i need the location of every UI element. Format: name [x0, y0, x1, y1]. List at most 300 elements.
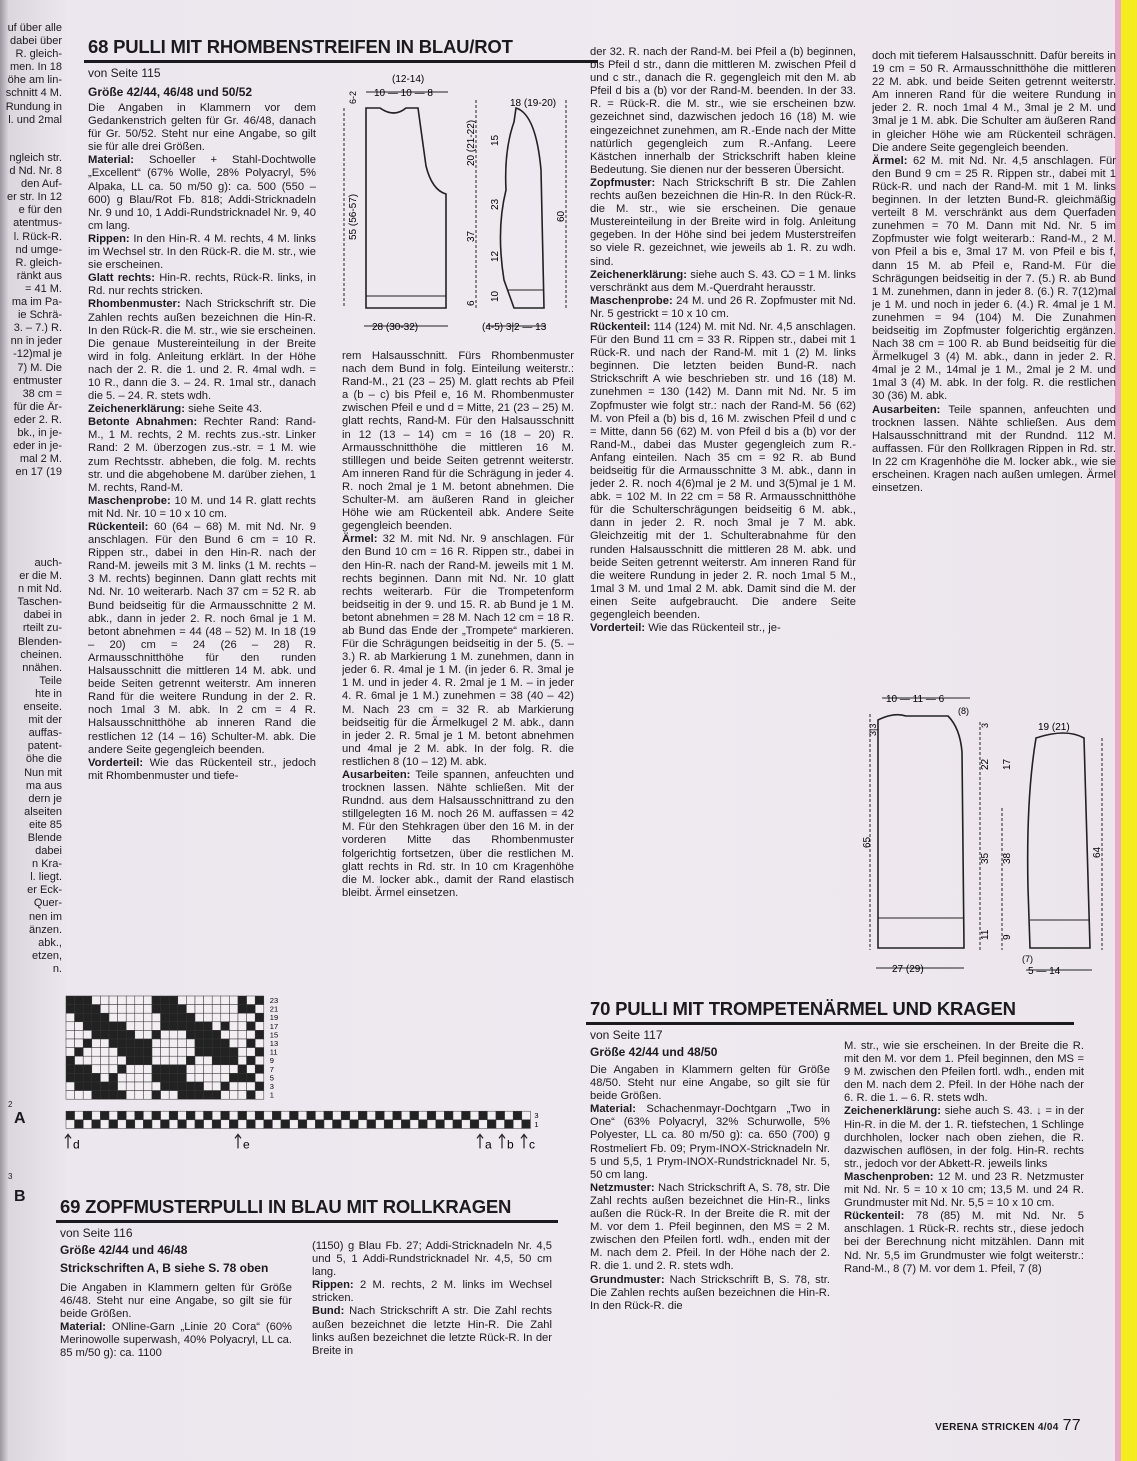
chart-cell — [238, 1048, 247, 1057]
paragraph — [590, 295, 856, 321]
fragment-line: 3. – 7.) R. — [13, 322, 62, 335]
chart-cell — [229, 1013, 238, 1022]
paragraph — [590, 1064, 830, 1103]
fragment-line: abk., — [38, 936, 62, 949]
chart-cell — [143, 1056, 152, 1065]
paragraph-heading: Ausarbeiten: — [342, 769, 411, 781]
chart-cell — [229, 1065, 238, 1074]
chart-row-label: 9 — [269, 1056, 274, 1066]
chart-rib-cell — [333, 1120, 342, 1129]
fragment-line: auffas- — [28, 727, 62, 740]
paragraph — [590, 1182, 830, 1274]
fragment-line: öhe am lin- — [7, 74, 62, 87]
sch68-top-dims: (12-14) — [392, 74, 425, 85]
fragment-line: öhe die — [25, 753, 62, 766]
paragraph — [88, 233, 316, 272]
chart-rib-label: 1 — [534, 1119, 539, 1129]
chart-rib-cell — [186, 1111, 195, 1120]
chart-cell — [169, 1048, 178, 1057]
chart-cell — [238, 1005, 247, 1014]
chart-cell — [66, 1056, 75, 1065]
sch69-top-sub: (8) — [958, 706, 969, 716]
chart-cell — [83, 1065, 92, 1074]
chart-cell — [83, 1013, 92, 1022]
chart-cell — [186, 1013, 195, 1022]
schematic-68 — [336, 70, 576, 342]
paragraph-text: Wie das Rückenteil str., je- — [645, 622, 781, 635]
chart-rib-cell — [247, 1120, 256, 1129]
chart-cell — [161, 1082, 170, 1091]
chart-cell — [204, 1005, 213, 1014]
chart-rib-cell — [109, 1120, 118, 1129]
chart-cell — [247, 1005, 256, 1014]
sch69-v-arm2: 17 — [1002, 758, 1013, 770]
chart-rib-cell — [238, 1120, 247, 1129]
chart-cell — [118, 1030, 127, 1039]
chart-cell — [238, 1013, 247, 1022]
paragraph-text: siehe auch S. 43. Ѡ = 1 M. links verschränkt aus dem M.-Querdraht herausstr. — [590, 268, 856, 294]
chart-arrow-e — [235, 1134, 250, 1151]
chart-cell — [143, 1073, 152, 1082]
chart-cell — [178, 1048, 187, 1057]
chart-cell — [195, 1013, 204, 1022]
fragment-line: Blende — [27, 831, 62, 844]
chart-rib-cell — [324, 1111, 333, 1120]
chart-arrow-label: c — [529, 1137, 535, 1152]
paragraph — [312, 1279, 552, 1305]
chart-cell — [126, 1022, 135, 1031]
chart-cell — [100, 1039, 109, 1048]
sch69-v-shoulder: 3|3 — [868, 723, 878, 736]
chart-cell — [195, 996, 204, 1005]
chart-cell — [178, 1056, 187, 1065]
chart-cell — [221, 1048, 230, 1057]
chart-cell — [169, 1039, 178, 1048]
sch69-sleeve-bottom-sub: (7) — [1022, 954, 1033, 964]
chart-rib-cell — [376, 1111, 385, 1120]
paragraph-heading: Maschenprobe: — [88, 494, 171, 507]
chart-cell — [66, 1013, 75, 1022]
chart-cell — [169, 1022, 178, 1031]
chart-cell — [212, 1056, 221, 1065]
chart-rib-cell — [333, 1111, 342, 1120]
chart-cell — [238, 1082, 247, 1091]
fragment-line: er str. In 12 — [6, 191, 62, 204]
chart-rib-cell — [135, 1111, 144, 1120]
chart-cell — [212, 1022, 221, 1031]
paragraph-heading: Rückenteil: — [844, 1210, 905, 1223]
section-70-col-1 — [590, 1064, 830, 1398]
paragraph-heading: Ärmel: — [872, 154, 908, 167]
paragraph — [872, 404, 1116, 496]
paragraph-text: Nach Strickschrift B, S. 78, str. Die Zahlen rechts außen bezeichnen die Hin-R. In den Rück-R. die — [590, 1273, 830, 1312]
chart-cell — [204, 1073, 213, 1082]
chart-rib-cell — [307, 1111, 316, 1120]
paragraph — [312, 1240, 552, 1279]
chart-cell — [143, 1048, 152, 1057]
fragment-line: er Eck- — [27, 884, 62, 897]
chart-cell — [169, 1091, 178, 1100]
chart-rib-cell — [298, 1111, 307, 1120]
paragraph — [88, 757, 316, 783]
sch68-sleeve-v1: 15 — [490, 134, 501, 146]
chart-rib-cell — [161, 1111, 170, 1120]
fragment-line: hte in — [35, 687, 62, 700]
chart-cell — [247, 1065, 256, 1074]
chart-rib-cell — [178, 1120, 187, 1129]
chart-rib-cell — [427, 1111, 436, 1120]
chart-cell — [169, 1013, 178, 1022]
fragment-line: eite 85 — [28, 818, 62, 831]
chart-rib-cell — [393, 1111, 402, 1120]
chart-cell — [92, 1065, 101, 1074]
chart-cell — [92, 1056, 101, 1065]
chart-rib-cell — [315, 1111, 324, 1120]
fragment-line: er die M. — [19, 570, 62, 583]
chart-cell — [186, 1073, 195, 1082]
paragraph-heading: Maschenprobe: — [590, 294, 673, 307]
paragraph-heading: Rippen: — [88, 232, 130, 245]
chart-rib-cell — [436, 1120, 445, 1129]
paragraph-text: rem Halsausschnitt. Fürs Rhombenmuster nach dem Bund in folg. Einteilung weiterstr.: Rand-M., 21 (23 – 25) M. glatt rechts ab Pfeil a (b – c) bis Pfeil e, 16 M. Rhombenmuster zwischen Pfeil e und d = Mitte, 21 (23 – 25) M. glatt rechts, Rand-M. Für den Halsausschnitt in 12 (13 – 14) cm = 16 (18 – 20) R. Armausschnitthöhe die mittleren 16 M. stilllegen und beide Seiten getrennt weiterstr. Am inneren Rand für die Schrägung in jeder 4. R. noch 2mal je 1 M. betont abnehmen. Die Schulter-M. am äußeren Rand in gleicher Höhe wie am Rückenteil abk. Andere Seite gegengleich beenden. — [342, 350, 574, 533]
chart-rib-cell — [298, 1120, 307, 1129]
chart-rib-cell — [479, 1120, 488, 1129]
fragment-line: 38 cm = — [22, 387, 62, 400]
chart-cell — [229, 1048, 238, 1057]
chart-cell — [118, 1022, 127, 1031]
paragraph — [88, 495, 316, 521]
page-footer — [935, 1417, 1081, 1435]
chart-cell — [186, 1065, 195, 1074]
sch69-top-row: 10 — 11 — 6 — [886, 694, 945, 705]
chart-rib-cell — [358, 1120, 367, 1129]
chart-rib-cell — [341, 1111, 350, 1120]
chart-rib-cell — [324, 1120, 333, 1129]
chart-cell — [186, 1022, 195, 1031]
sch68-sleeve-bottom: (4-5) 3|2 — 13 — [482, 322, 547, 333]
paragraph-text: Schoeller + Stahl-Dochtwolle „Excellent“ (67% Wolle, 28% Polyacryl, 5% Alpaka, LL ca. 50 m/50 g): ca. 500 (550 – 600) g Blau/Rot Fb. 818; Addi-Stricknadeln Nr. 9 und 10, 1 Addi-Rundstricknadel Nr. 9, 40 cm lang. — [88, 154, 316, 232]
sch68-v-body: 37 — [466, 230, 477, 242]
chart-rib-cell — [281, 1111, 290, 1120]
chart-row-label: 19 — [269, 1013, 279, 1023]
fragment-line: dern je — [28, 792, 62, 805]
chart-cell — [229, 1022, 238, 1031]
chart-rib-cell — [401, 1120, 410, 1129]
chart-rib-cell — [419, 1111, 428, 1120]
chart-cell — [118, 996, 127, 1005]
fragment-line: R. gleich- — [15, 48, 62, 61]
paragraph-text: Nach Strickschrift B str. Die Zahlen rechts außen bezeichnen die Hin-R. In den Rück-R. die M. str., wie sie erscheinen. Die genaue Mustereinteilung in der Breite wird in folg. Anleitung gegeben. In der Höhe sind bei jedem Musterstreifen so viele R. gezeichnet, wie jeweils ab 1. R. zu wdh. sind. — [590, 176, 856, 268]
chart-rib-cell — [315, 1120, 324, 1129]
section-68-col-2 — [342, 350, 574, 1095]
chart-rib-cell — [229, 1111, 238, 1120]
chart-cell — [152, 1022, 161, 1031]
chart-cell — [247, 1091, 256, 1100]
sch69-bottom-width: 27 (29) — [892, 964, 924, 975]
chart-cell — [161, 1091, 170, 1100]
chart-cell — [92, 1073, 101, 1082]
chart-cell — [135, 1039, 144, 1048]
chart-rib-cell — [453, 1120, 462, 1129]
chart-cell — [238, 1091, 247, 1100]
chart-rib-cell — [143, 1120, 152, 1129]
paragraph-text: 62 M. mit Nd. Nr. 4,5 anschlagen. Für den Bund 9 cm = 25 R. Rippen str., dabei mit 1 Rück-R. und nach der Rand-M. mit 1 M. links beginnen. In der letzten Bund-R. gleichmäßig verteilt 8 M. verschränkt aus dem Querfaden zunehmen = 70 M. Dann mit Nd. Nr. 5 im Zopfmuster wie folgt weiterarb.: Rand-M., 2 M. von Pfeil a bis e, 3mal 17 M. von Pfeil e bis f, dann 15 M. ab Pfeil e, Rand-M. Für die Schrägungen beidseitig in der 7. (5.) R. ab Bund 1 M. zunehmen, dann in jeder 8. (6.) R. 7(12)mal je 1 M. und noch in jeder 6. (4.) R. 4mal je 1 M. zunehmen = 94 (104) M. Die Zunahmen beidseitig im Zopfmuster folgerichtig ergänzen. Nach 38 cm = 100 R. ab Bund beidseitig für die Ärmelkugel 3 (4) M. abk., dann in jeder 2. R. 4mal je 2 M., 14mal je 1 M., 2mal je 2 M. und 1mal 3 (4) M. abk. In der folg. R. die restlichen 30 (36) M. abk. — [872, 154, 1116, 403]
paragraph — [88, 403, 316, 416]
chart-cell — [204, 1082, 213, 1091]
paragraph-heading: Zeichenerklärung: — [590, 268, 687, 281]
fragment-line: n Kra- — [32, 858, 62, 871]
chart-rib-cell — [410, 1111, 419, 1120]
chart-cell — [109, 1039, 118, 1048]
chart-cell — [92, 996, 101, 1005]
chart-arrow-label: e — [243, 1137, 250, 1152]
chart-row-label: 23 — [269, 996, 279, 1005]
paragraph-heading: Material: — [88, 154, 135, 167]
chart-cell — [92, 1022, 101, 1031]
chart-cell — [195, 1082, 204, 1091]
fragment-line: cheinen. — [20, 648, 62, 661]
fragment-line: dabei über — [10, 35, 62, 48]
chart-rib-cell — [92, 1120, 101, 1129]
chart-cell — [66, 1082, 75, 1091]
fragment-line: bk., in je- — [17, 426, 62, 439]
chart-cell — [100, 1013, 109, 1022]
chart-cell — [135, 1048, 144, 1057]
chart-rib-cell — [264, 1120, 273, 1129]
chart-cell — [66, 1065, 75, 1074]
chart-cell — [109, 1013, 118, 1022]
chart-rib-cell — [195, 1111, 204, 1120]
chart-arrow-label: a — [485, 1137, 492, 1152]
paragraph-text: Wie das Rückenteil str., jedoch mit Rhombenmuster und tiefe- — [88, 756, 316, 782]
chart-cell — [186, 1048, 195, 1057]
chart-cell — [255, 1013, 264, 1022]
chart-cell — [100, 1082, 109, 1091]
fragment-line: Teile — [39, 674, 62, 687]
chart-cell — [178, 1065, 187, 1074]
footer-page-number: 77 — [1062, 1417, 1081, 1434]
chart-rib-cell — [255, 1120, 264, 1129]
chart-cell — [109, 1073, 118, 1082]
chart-cell — [229, 1082, 238, 1091]
fragment-line: nen im — [28, 910, 62, 923]
section-70-size: Größe 42/44 und 48/50 — [590, 1046, 718, 1059]
chart-cell — [100, 1065, 109, 1074]
chart-cell — [221, 1065, 230, 1074]
chart-cell — [126, 1065, 135, 1074]
sch69-v-body: 35 — [980, 852, 991, 864]
chart-cell — [161, 1048, 170, 1057]
chart-cell — [92, 1005, 101, 1014]
chart-rib-cell — [350, 1120, 359, 1129]
chart-rib-cell — [126, 1111, 135, 1120]
fragment-line: l. und 2mal — [8, 113, 62, 126]
chart-cell — [135, 1082, 144, 1091]
chart-row-label: 7 — [269, 1064, 274, 1074]
paragraph-text: (1150) g Blau Fb. 27; Addi-Stricknadeln Nr. 4,5 und 5, 1 Addi-Rundstricknadel Nr. 4,5, 50 cm lang. — [312, 1240, 552, 1279]
paragraph — [60, 1321, 292, 1360]
paragraph — [590, 1274, 830, 1313]
fragment-line: = 41 M. — [25, 282, 62, 295]
paragraph-text: siehe Seite 43. — [184, 403, 263, 416]
paragraph-text: doch mit tieferem Halsausschnitt. Dafür bereits in 19 cm = 50 R. Armausschnitthöhe die mittleren 22 M. abk. und beide Seiten getrennt weiterstr. Am inneren Rand für die weitere Rundung in jeder 2. R. noch 1mal 4 M., 3mal je 2 M. und 3mal je 1 M. abk. Die Schulter am äußeren Rand in gleicher Höhe wie am Rückenteil schrägen. Die andere Seite gegengleich beenden. — [872, 50, 1116, 154]
chart-rib-cell — [419, 1120, 428, 1129]
chart-cell — [221, 1030, 230, 1039]
chart-rib-cell — [264, 1111, 273, 1120]
chart-cell — [255, 1082, 264, 1091]
paragraph-text: Teile spannen, anfeuchten und trocknen lassen. Nähte schließen. Mit der Rundnd. aus dem Halsausschnittrand zu den stillgelegten 16 M. noch 26 M. auffassen = 42 M. Für den Stehkragen über den 16 M. in der vorderen Mitte das Rhombenmuster folgerichtig fortsetzen, über die restlichen M. glatt rechts in Rd. str. In 10 cm Kragenhöhe die M. locker abk., damit der Rand elastisch bleibt. Ärmel einsetzen. — [342, 769, 574, 899]
section-69-title: 69 ZOPFMUSTERPULLI IN BLAU MIT ROLLKRAGEN — [60, 1196, 512, 1217]
chart-rib-cell — [436, 1111, 445, 1120]
chart-rib-cell — [66, 1120, 75, 1129]
fragment-line: Blenden- — [17, 635, 62, 648]
chart-rib-cell — [470, 1120, 479, 1129]
fragment-line: ma aus — [25, 779, 62, 792]
chart-cell — [204, 996, 213, 1005]
chart-cell — [247, 1022, 256, 1031]
chart-rib-cell — [204, 1111, 213, 1120]
section-70-title: 70 PULLI MIT TROMPETENÄRMEL UND KRAGEN — [590, 998, 1016, 1019]
chart-cell — [186, 1082, 195, 1091]
chart-cell — [204, 1030, 213, 1039]
chart-cell — [186, 1005, 195, 1014]
chart-rib-cell — [513, 1120, 522, 1129]
paragraph — [844, 1105, 1084, 1170]
chart-cell — [186, 1039, 195, 1048]
schematic-68-sleeve — [500, 108, 544, 308]
paragraph-text: 78 (85) M. mit Nd. Nr. 5 anschlagen. 1 Rück-R. rechts str., diese jedoch bei der Berechnung nicht mitzählen. Dann mit Nd. Nr. 5,5 im Grundmuster wie folgt weiterstr.: Rand-M., 8 (7) M. vor dem 1. Pfeil, 7 (8) — [844, 1210, 1084, 1275]
paragraph-text: Nach Strickschrift str. Die Zahlen rechts außen bezeichnen die Hin-R. In den Rück-R. die M. str., wie sie erscheinen. Die genaue Mustereinteilung in der Breite wird in folg. Anleitung erklärt. In der Höhe nach der 2. R. die 1. und 2. R. 4mal wdh. = 10 R., dann die 3. – 24. R. 1mal str., danach die 5. – 24. R. stets wdh. — [88, 298, 316, 403]
chart-cell — [100, 1073, 109, 1082]
paragraph — [88, 298, 316, 403]
chart-cell — [178, 1030, 187, 1039]
left-label-num-b: 3 — [8, 1172, 13, 1181]
chart-rib-cell — [221, 1120, 230, 1129]
chart-rib-cell — [126, 1120, 135, 1129]
chart-cell — [100, 1056, 109, 1065]
chart-cell — [152, 1030, 161, 1039]
fragment-line: nnähen. — [22, 661, 62, 674]
chart-cell — [255, 1030, 264, 1039]
chart-cell — [204, 1048, 213, 1057]
section-68-col-3 — [590, 46, 856, 974]
chart-cell — [221, 1073, 230, 1082]
paragraph-text: Hin-R. rechts, Rück-R. links, in Rd. nur rechts stricken. — [88, 272, 316, 298]
chart-cell — [126, 1039, 135, 1048]
chart-cell — [75, 1030, 84, 1039]
chart-cell — [255, 1091, 264, 1100]
paragraph — [342, 533, 574, 769]
chart-rib-cell — [522, 1111, 531, 1120]
chart-cell — [75, 1091, 84, 1100]
chart-cell — [238, 996, 247, 1005]
chart-rib-label: 3 — [534, 1111, 539, 1121]
chart-cell — [221, 1039, 230, 1048]
chart-rib-cell — [75, 1120, 84, 1129]
chart-cell — [143, 1065, 152, 1074]
chart-cell — [152, 1082, 161, 1091]
paragraph-heading: Maschenproben: — [844, 1170, 934, 1183]
schematic-69-body — [878, 715, 964, 948]
chart-rib-cell — [427, 1120, 436, 1129]
paragraph-text: 114 (124) M. mit Nd. Nr. 4,5 anschlagen. Für den Bund 11 cm = 33 R. Rippen str., dabei mit 1 Rück-R. und nach der Rand-M. mit 1 (2) M. links beginnen. Die letzten beiden Bund-R. nach Strickschrift A wie beschrieben str. und 16 (18) M. zunehmen = 130 (142) M. Dann mit Nd. Nr. 5 im Zopfmuster wie folgt str.: nach der Rand-M. 56 (62) M. von Pfeil a (b) bis d, 16 M. zwischen Pfeil d und c = Mitte, dann 56 (62) M. von Pfeil d bis a (b) vor der Rand-M., dabei das Muster gegengleich zum R.-Anfang einteilen. Nach 35 cm = 92 R. ab Bund beidseitig für die Armausschnitte 3 M. abk., dann in jeder 2. R. noch 4(6)mal je 2 M. und 3(5)mal je 1 M. abk. = 102 M. In 22 cm = 58 R. Armausschnitthöhe für die Schulterschrägungen beidseitig 6 M. abk., dann in jeder 2. R. noch 3mal je 7 M. abk. Gleichzeitig mit der 1. Schulterabnahme für den runden Halsausschnitt die mittleren 28 M. abk. und beide Seiten getrennt weiterstr. Am inneren Rand für die weitere Rundung in jeder 2. R. noch 1mal 5 M., 1mal 3 M. und 1mal 2 M. abk. Damit sind die M. der einen Seite aufgebraucht. Die andere Seite gegengleich beenden. — [590, 320, 856, 622]
paragraph — [88, 521, 316, 757]
chart-cell — [75, 996, 84, 1005]
fragment-line: alseiten — [24, 805, 62, 818]
chart-cell — [161, 1022, 170, 1031]
chart-rib-cell — [66, 1111, 75, 1120]
paragraph — [590, 321, 856, 622]
chart-rib-cell — [307, 1120, 316, 1129]
chart-cell — [195, 1005, 204, 1014]
fragment-line: l. liegt. — [30, 871, 62, 884]
fragment-line: dabei in — [23, 609, 62, 622]
chart-cell — [212, 996, 221, 1005]
fragment-line: eder in je- — [13, 440, 62, 453]
section-68-col-1 — [88, 102, 316, 982]
chart-cell — [178, 1091, 187, 1100]
chart-cell — [126, 1013, 135, 1022]
paragraph-heading: Netzmuster: — [590, 1181, 655, 1194]
chart-cell — [100, 1005, 109, 1014]
paragraph-heading: Grundmuster: — [590, 1273, 665, 1286]
chart-cell — [118, 1056, 127, 1065]
chart-rib-cell — [169, 1120, 178, 1129]
paragraph — [312, 1305, 552, 1357]
paragraph-heading: Ausarbeiten: — [872, 403, 941, 416]
fragment-line: nn in jeder — [10, 335, 62, 348]
sch68-sleeve-top: 18 (19-20) — [510, 98, 557, 109]
chart-cell — [126, 1005, 135, 1014]
chart-cell — [229, 1005, 238, 1014]
chart-rib-cell — [496, 1120, 505, 1129]
fragment-line: ma im Pa- — [11, 296, 62, 309]
chart-rib-cell — [470, 1111, 479, 1120]
chart-cell — [161, 1039, 170, 1048]
fragment-line: Nun mit — [24, 766, 62, 779]
sch69-v-arm: 22 — [980, 758, 991, 770]
section-69-col-2 — [312, 1240, 552, 1400]
chart-cell — [118, 1005, 127, 1014]
chart-cell — [100, 996, 109, 1005]
chart-cell — [118, 1091, 127, 1100]
paragraph-heading: Material: — [590, 1103, 637, 1116]
fragment-line: entmuster — [13, 374, 62, 387]
fragment-line: n mit Nd. — [17, 583, 62, 596]
fragment-line: rteilt zu- — [22, 622, 62, 635]
chart-cell — [204, 1013, 213, 1022]
paragraph — [88, 102, 316, 154]
section-68-rule — [84, 60, 598, 63]
chart-rib-cell — [479, 1111, 488, 1120]
chart-rib-cell — [204, 1120, 213, 1129]
chart-cell — [221, 1056, 230, 1065]
chart-cell — [75, 1039, 84, 1048]
chart-arrow-label: d — [73, 1137, 80, 1152]
section-68-from: von Seite 115 — [88, 66, 161, 80]
chart-cell — [143, 1091, 152, 1100]
chart-cell — [118, 1065, 127, 1074]
schematic-69 — [852, 688, 1114, 988]
chart-cell — [152, 1056, 161, 1065]
chart-cell — [161, 1013, 170, 1022]
fragment-line: eder 2. R. — [13, 413, 62, 426]
fragment-line: en 17 (19 — [15, 466, 62, 479]
chart-rib-cell — [505, 1111, 514, 1120]
paragraph-text: Nach Strickschrift A str. Die Zahl rechts außen bezeichnet die letzte Hin-R. Die Zahl links außen bezeichnet die letzte Rück-R. In der Breite in — [312, 1305, 552, 1357]
paragraph-text: 12 M. und 23 R. Netzmuster mit Nd. Nr. 5 = 10 x 10 cm; 13,5 M. und 24 R. Grundmuster mit Nd. Nr. 5,5 = 10 x 10 cm. — [844, 1170, 1084, 1210]
chart-cell — [126, 1082, 135, 1091]
